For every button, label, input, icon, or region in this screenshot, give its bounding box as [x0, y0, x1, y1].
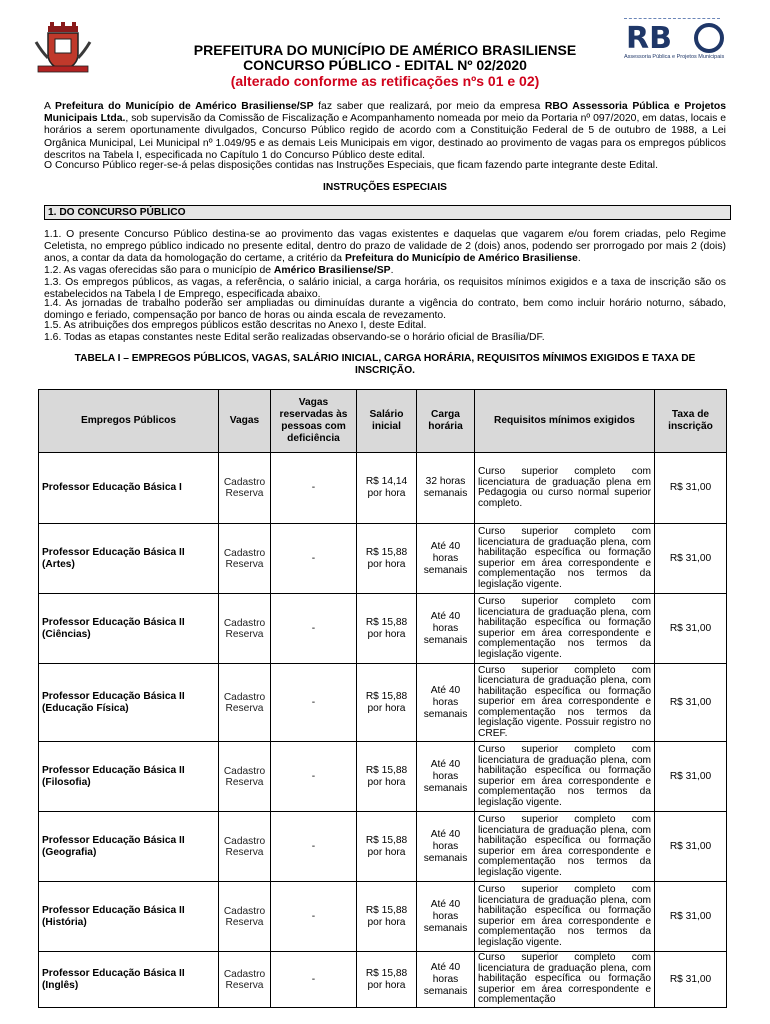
cell-salario: R$ 15,88 por hora [357, 524, 417, 594]
col-header-salario: Salário inicial [357, 390, 417, 453]
cell-requisitos: Curso superior completo com licenciatura de graduação plena, com habilitação específica ou formação superior em área correspondente e complementação nos termos da legislação vigente. [475, 882, 655, 952]
cell-salario: R$ 15,88 por hora [357, 952, 417, 1008]
cell-taxa: R$ 31,00 [655, 453, 727, 524]
table-header-row [39, 390, 727, 453]
table-row [39, 882, 727, 952]
header-edital: CONCURSO PÚBLICO - EDITAL Nº 02/2020 [243, 57, 527, 73]
cell-taxa: R$ 31,00 [655, 882, 727, 952]
cell-vagas: Cadastro Reserva [219, 453, 271, 524]
item-1-6: 1.6. Todas as etapas constantes neste Edital serão realizadas observando-se o horário oficial de Brasília/DF. [44, 332, 545, 343]
cell-reservadas: - [271, 453, 357, 524]
cell-emprego: Professor Educação Básica II (Filosofia) [39, 742, 219, 812]
cell-emprego: Professor Educação Básica II (Artes) [39, 524, 219, 594]
cell-requisitos: Curso superior completo com licenciatura de graduação plena, com habilitação específica ou formação superior em área correspondente e complementação nos termos da legislação vigente. [475, 594, 655, 664]
table-row [39, 594, 727, 664]
rbo-logo-subtitle: Assessoria Pública e Projetos Municipais [624, 54, 725, 60]
cell-reservadas: - [271, 952, 357, 1008]
cell-reservadas: - [271, 524, 357, 594]
item-1-3: 1.3. Os empregos públicos, as vagas, a referência, o salário inicial, a carga horária, os requisitos mínimos exigidos e a taxa de inscrição são os estabelecidos na Tabela I de Emprego, especificada abaixo. [44, 277, 726, 301]
municipal-crest-icon [34, 22, 92, 74]
cell-emprego: Professor Educação Básica II (Educação Física) [39, 664, 219, 742]
table-row [39, 952, 727, 1008]
cell-carga: Até 40 horas semanais [417, 742, 475, 812]
cell-emprego: Professor Educação Básica II (Ciências) [39, 594, 219, 664]
table-row [39, 664, 727, 742]
cell-emprego: Professor Educação Básica I [39, 453, 219, 524]
cell-reservadas: - [271, 742, 357, 812]
item-1-5: 1.5. As atribuições dos empregos públicos estão descritas no Anexo I, deste Edital. [44, 320, 427, 331]
cell-carga: Até 40 horas semanais [417, 594, 475, 664]
cell-taxa: R$ 31,00 [655, 664, 727, 742]
col-header-taxa: Taxa de inscrição [655, 390, 727, 453]
cell-requisitos: Curso superior completo com licenciatura de graduação plena, com habilitação específica ou formação superior em área correspondente e complementação nos termos da legislação vigente. [475, 524, 655, 594]
cell-vagas: Cadastro Reserva [219, 742, 271, 812]
table-row [39, 524, 727, 594]
cell-taxa: R$ 31,00 [655, 952, 727, 1008]
cell-requisitos: Curso superior completo com licenciatura de graduação plena, com habilitação específica ou formação superior em área correspondente e complementação nos termos da legislação vigente. [475, 742, 655, 812]
col-header-carga: Carga horária [417, 390, 475, 453]
cell-carga: Até 40 horas semanais [417, 882, 475, 952]
section-1-heading: 1. DO CONCURSO PÚBLICO [44, 205, 731, 220]
cell-carga: Até 40 horas semanais [417, 524, 475, 594]
instrucoes-heading: INSTRUÇÕES ESPECIAIS [323, 182, 447, 193]
cell-carga: Até 40 horas semanais [417, 812, 475, 882]
cell-requisitos: Curso superior completo com licenciatura de graduação plena, com habilitação específica ou formação superior em área correspondente e complementação nos termos da legislação vigente. Possuir registro no CREF. [475, 664, 655, 742]
intro-paragraph: A Prefeitura do Município de Américo Brasiliense/SP faz saber que realizará, por meio da empresa RBO Assessoria Pública e Projetos Municipais Ltda., sob supervisão da Comissão de Fiscalização e Acompanhamento nomeada por meio da Portaria nº 097/2020, em datas, locais e horários a serem oportunamente divulgados, Concurso Público regido de acordo com a Constituição Federal de 5 de outubro de 1988, a Lei Orgânica Municipal, Lei Municipal nº 1.049/95 e as demais Leis Municipais em vigor, destinado ao provimento de vagas para os empregos públicos descritos na Tabela I, especificada no Capítulo 1 do Concurso Público deste edital. [44, 101, 726, 161]
cell-vagas: Cadastro Reserva [219, 664, 271, 742]
jobs-table [38, 389, 727, 1008]
cell-reservadas: - [271, 882, 357, 952]
rbo-logo-o-icon [694, 23, 724, 53]
cell-carga: Até 40 horas semanais [417, 664, 475, 742]
cell-taxa: R$ 31,00 [655, 524, 727, 594]
item-1-2: 1.2. As vagas oferecidas são para o município de Américo Brasiliense/SP. [44, 265, 394, 276]
cell-reservadas: - [271, 812, 357, 882]
col-header-reservadas: Vagas reservadas às pessoas com deficiência [271, 390, 357, 453]
cell-salario: R$ 15,88 por hora [357, 664, 417, 742]
cell-vagas: Cadastro Reserva [219, 952, 271, 1008]
cell-vagas: Cadastro Reserva [219, 882, 271, 952]
cell-taxa: R$ 31,00 [655, 594, 727, 664]
item-1-4: 1.4. As jornadas de trabalho poderão ser ampliadas ou diminuídas durante a vigência do contrato, bem como incluir horário noturno, sábado, domingo e feriado, compensação por banco de horas ou ainda escala de revezamento. [44, 298, 726, 322]
cell-emprego: Professor Educação Básica II (Inglês) [39, 952, 219, 1008]
table-title: TABELA I – EMPREGOS PÚBLICOS, VAGAS, SALÁRIO INICIAL, CARGA HORÁRIA, REQUISITOS MÍNIMOS EXIGIDOS E TAXA DE INSCRIÇÃO. [74, 353, 696, 376]
cell-salario: R$ 14,14 por hora [357, 453, 417, 524]
cell-carga: Até 40 horas semanais [417, 952, 475, 1008]
cell-carga: 32 horas semanais [417, 453, 475, 524]
cell-requisitos: Curso superior completo com licenciatura de graduação plena em Pedagogia ou curso normal superior completo. [475, 453, 655, 524]
cell-vagas: Cadastro Reserva [219, 594, 271, 664]
col-header-requisitos: Requisitos mínimos exigidos [475, 390, 655, 453]
cell-emprego: Professor Educação Básica II (Geografia) [39, 812, 219, 882]
col-header-vagas: Vagas [219, 390, 271, 453]
item-1-1: 1.1. O presente Concurso Público destina-se ao provimento das vagas existentes e daquelas que vagarem e/ou forem criadas, pelo Regime Celetista, no emprego público indicado no presente edital, dentro do prazo de validade de 2 (dois) anos, podendo ser prorrogado por mais 2 (dois) anos, a contar da data da homologação do certame, a critério da Prefeitura do Município de Américo Brasiliense. [44, 229, 726, 265]
cell-vagas: Cadastro Reserva [219, 812, 271, 882]
table-row [39, 812, 727, 882]
cell-salario: R$ 15,88 por hora [357, 882, 417, 952]
header-retificacoes: (alterado conforme as retificações nºs 01 e 02) [230, 73, 540, 89]
cell-taxa: R$ 31,00 [655, 812, 727, 882]
cell-requisitos: Curso superior completo com licenciatura de graduação plena, com habilitação específica ou formação superior em área correspondente e complementação nos termos da legislação vigente. [475, 812, 655, 882]
header-municipality: PREFEITURA DO MUNICÍPIO DE AMÉRICO BRASILIENSE [193, 42, 577, 58]
cell-emprego: Professor Educação Básica II (História) [39, 882, 219, 952]
rbo-logo-text: RB [626, 21, 672, 56]
intro-paragraph-2: O Concurso Público reger-se-á pelas disposições contidas nas Instruções Especiais, que ficam fazendo parte integrante deste Edital. [44, 160, 658, 171]
cell-taxa: R$ 31,00 [655, 742, 727, 812]
cell-requisitos: Curso superior completo com licenciatura de graduação plena, com habilitação específica ou formação superior em área correspondente e complementação [475, 952, 655, 1008]
cell-reservadas: - [271, 664, 357, 742]
cell-vagas: Cadastro Reserva [219, 524, 271, 594]
cell-reservadas: - [271, 594, 357, 664]
cell-salario: R$ 15,88 por hora [357, 812, 417, 882]
cell-salario: R$ 15,88 por hora [357, 594, 417, 664]
col-header-emprego: Empregos Públicos [39, 390, 219, 453]
cell-salario: R$ 15,88 por hora [357, 742, 417, 812]
table-row [39, 453, 727, 524]
table-row [39, 742, 727, 812]
